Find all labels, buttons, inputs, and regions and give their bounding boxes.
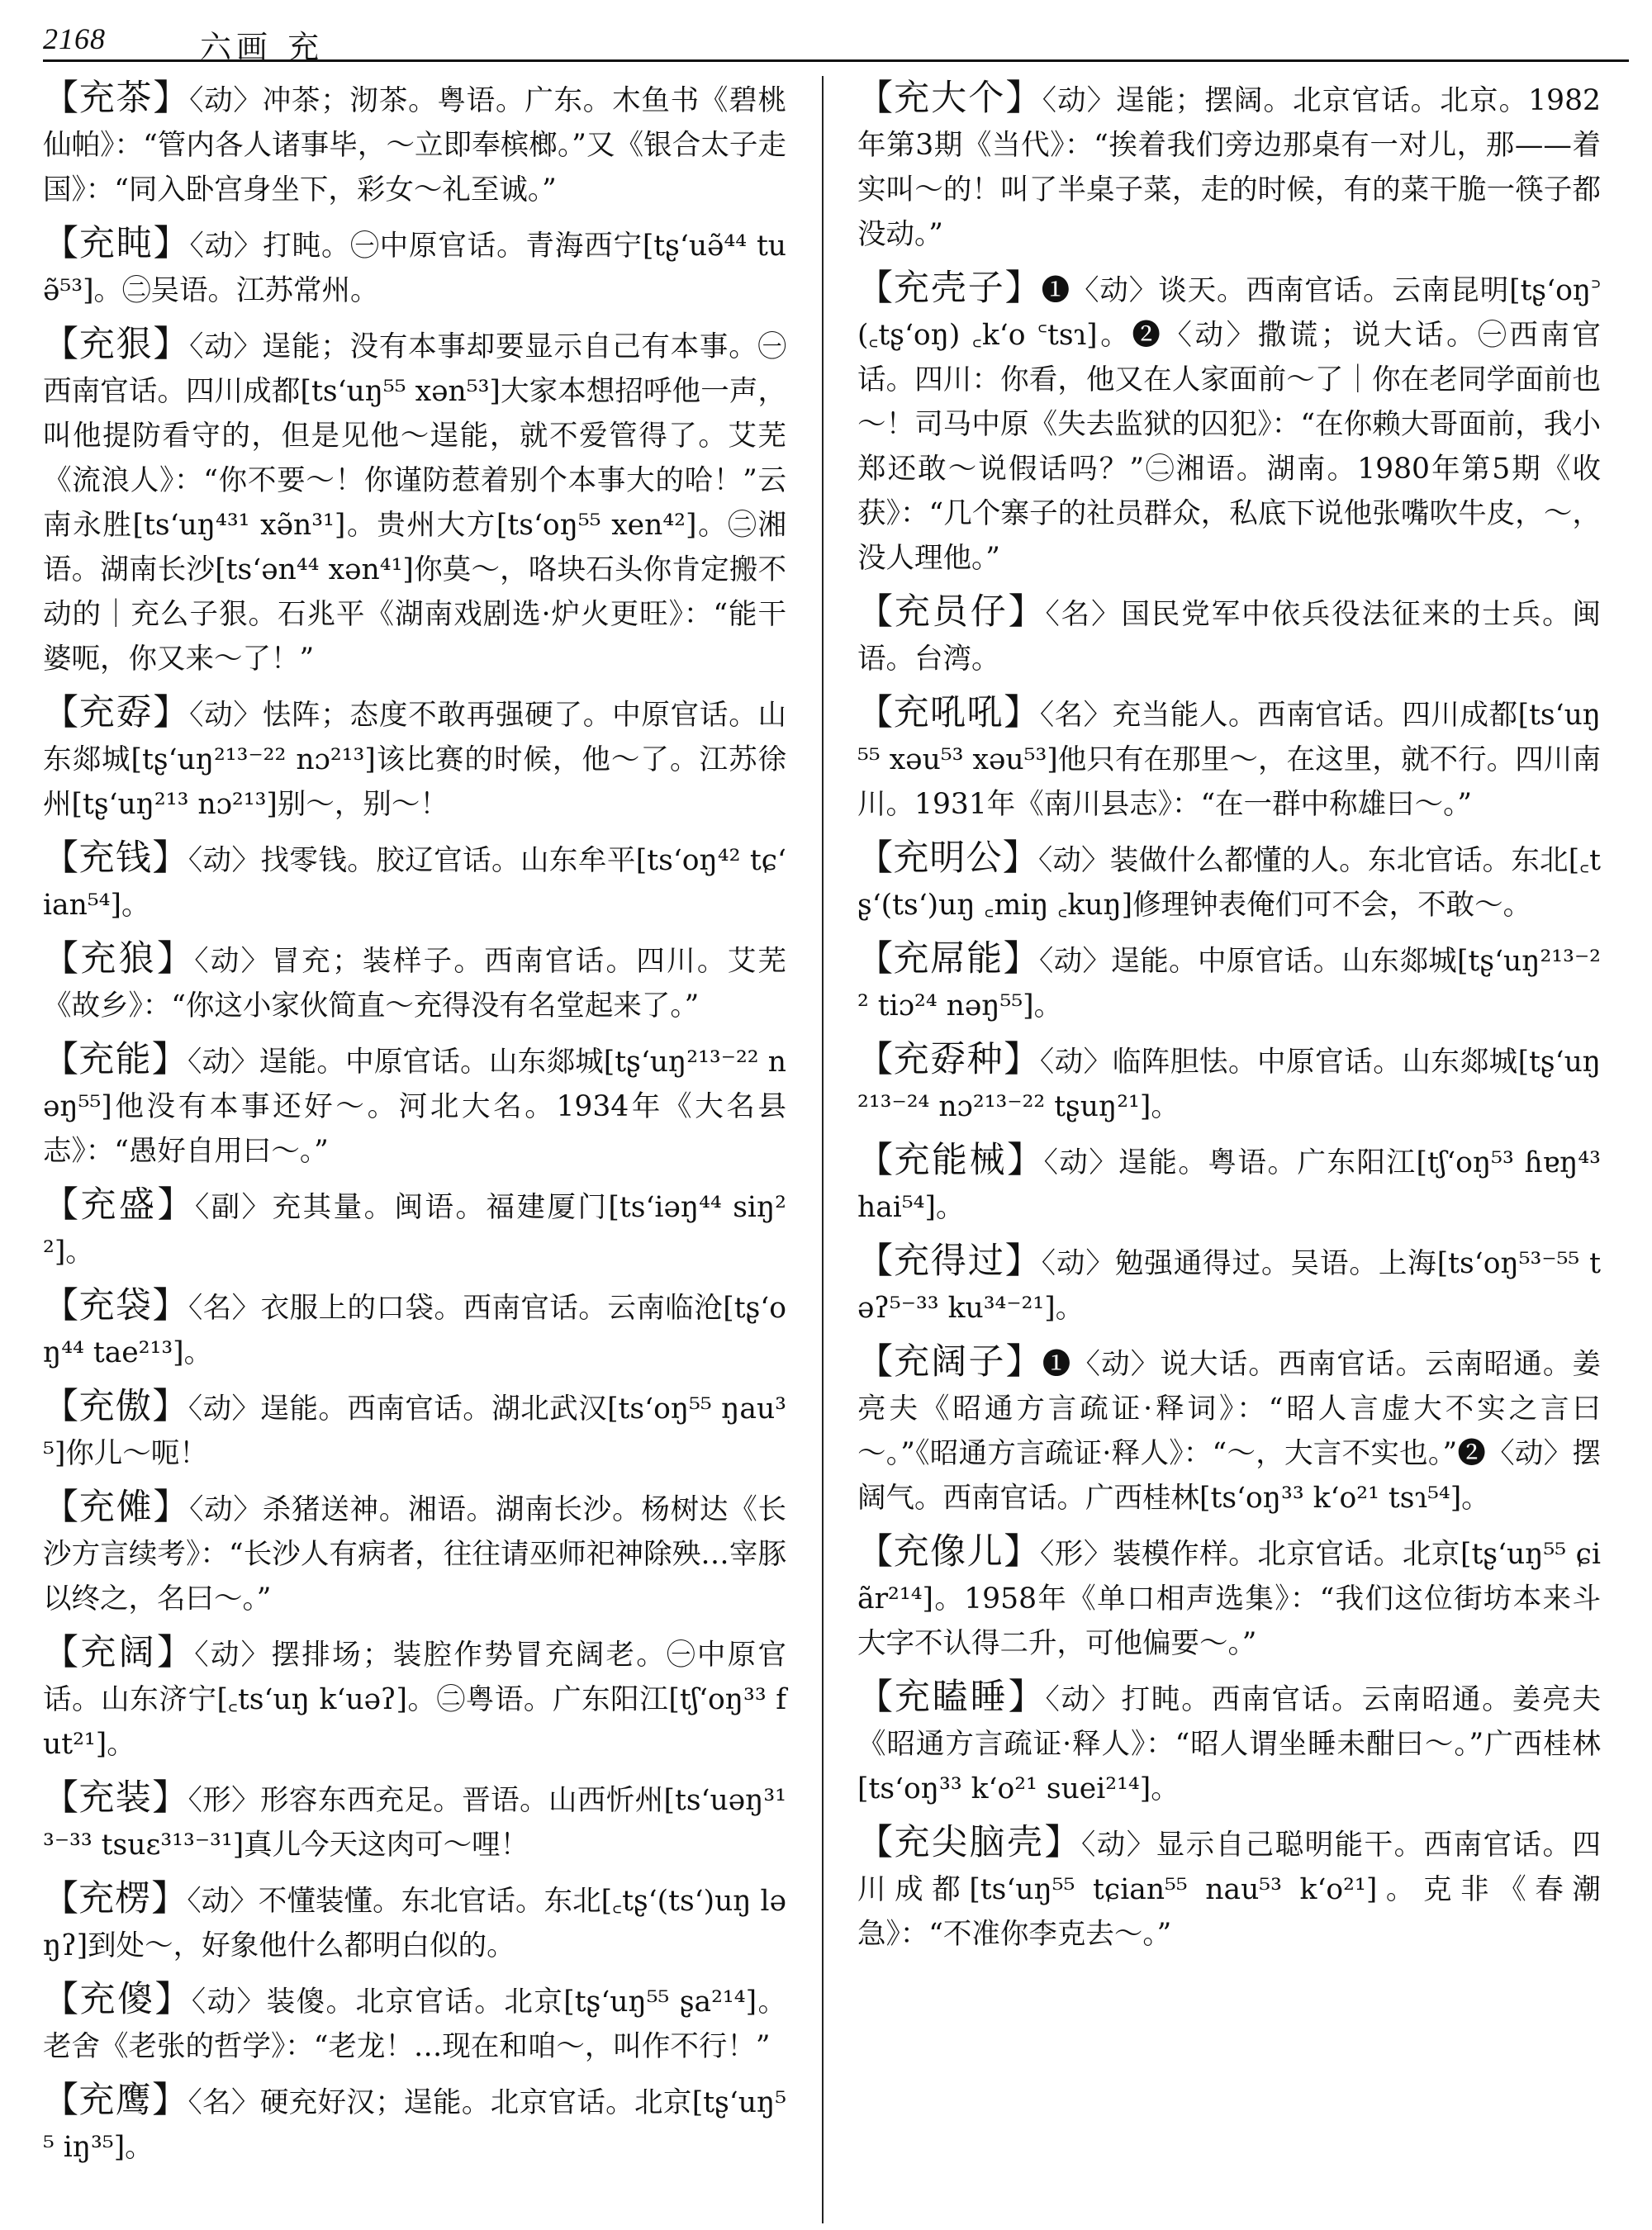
bracket-open: 【: [857, 938, 894, 980]
headword: 充鹰: [78, 2080, 153, 2121]
headword: 充傲: [78, 1386, 153, 1427]
definition-text: 〈形〉形容东西充足。晋语。山西忻州[tsʻuəŋ³¹³⁻³³ tsuɛ³¹³⁻³¹]真儿今天这肉可～哩！: [43, 1784, 787, 1862]
bracket-close: 】: [153, 78, 190, 119]
bracket-close: 】: [1004, 1531, 1040, 1573]
bracket-close: 】: [156, 938, 195, 980]
bracket-open: 【: [857, 1241, 894, 1282]
bracket-close: 】: [152, 2080, 188, 2121]
bracket-open: 【: [43, 1878, 79, 1919]
bracket-open: 【: [43, 692, 79, 733]
dictionary-entry: [43, 1630, 786, 1767]
dictionary-entry: [857, 1340, 1601, 1521]
definition-text: 〈动〉杀猪送神。湘语。湖南长沙。杨树达《长沙方言续考》：“长沙人有病者，往往请巫师祀神除殃…宰豚以终之，名曰～。”: [43, 1493, 786, 1616]
headword: 充袋: [78, 1285, 153, 1326]
headword: 充狼: [80, 938, 157, 980]
page-number: 2168: [43, 22, 106, 55]
bracket-close: 】: [152, 1777, 188, 1819]
bracket-close: 】: [151, 1878, 188, 1919]
definition-text: 〈名〉硬充好汉；逞能。北京官话。北京[tʂʻuŋ⁵⁵ iŋ³⁵]。: [43, 2086, 787, 2164]
bracket-open: 【: [857, 1822, 895, 1863]
dictionary-entry: [857, 590, 1601, 681]
definition-text: 〈动〉打盹。西南官话。云南昭通。姜亮夫《昭通方言疏证·释人》：“昭人谓坐睡未酣曰～。”广西桂林[tsʻoŋ³³ kʻo²¹ suei²¹⁴]。: [857, 1683, 1602, 1805]
definition-text: 〈动〉装傻。北京官话。北京[tʂʻuŋ⁵⁵ ʂa²¹⁴]。老舍《老张的哲学》：“老龙！…现在和咱～，叫作不行！”: [43, 1986, 787, 2063]
bracket-close: 】: [1005, 1341, 1042, 1383]
bracket-open: 【: [43, 324, 79, 365]
dictionary-entry: [43, 1776, 786, 1867]
headword: 充盹: [78, 223, 154, 264]
definition-text: 〈动〉勉强通得过。吴语。上海[tsʻoŋ⁵³⁻⁵⁵ təʔ⁵⁻³³ ku³⁴⁻²¹]。: [857, 1247, 1602, 1325]
definition-text: 〈动〉不懂装懂。东北官话。东北[꜀tʂʻ(tsʻ)uŋ ləŋʔ]到处～，好象他什么都明白似的。: [43, 1885, 787, 1962]
bracket-close: 】: [153, 692, 190, 733]
definition-text: 〈动〉逞能。西南官话。湖北武汉[tsʻoŋ⁵⁵ ŋau³⁵]你儿～呃！: [43, 1393, 787, 1470]
right-column: [857, 76, 1601, 1966]
dictionary-entry: [43, 76, 786, 212]
dictionary-entry: [43, 1485, 786, 1621]
bracket-close: 】: [154, 1979, 192, 2020]
bracket-close: 】: [1002, 837, 1038, 879]
definition-text: 〈动〉逞能。中原官话。山东郯城[tʂʻuŋ²¹³⁻²² nəŋ⁵⁵]他没有本事还好～。河北大名。1934年《大名县志》：“愚好自用曰～。”: [43, 1046, 787, 1168]
bracket-open: 【: [43, 2080, 79, 2121]
dictionary-entry: [857, 1675, 1601, 1811]
running-head: 六画 充: [200, 29, 325, 65]
dictionary-entry: [43, 690, 786, 827]
definition-text: 〈副〉充其量。闽语。福建厦门[tsʻiəŋ⁴⁴ siŋ²²]。: [43, 1191, 786, 1269]
headword: 充楞: [78, 1878, 152, 1919]
headword: 充茶: [78, 78, 154, 119]
definition-text: 〈动〉怯阵；态度不敢再强硬了。中原官话。山东郯城[tʂʻuŋ²¹³⁻²² nɔ²¹³]该比赛的时候，他～了。江苏徐州[tʂʻuŋ²¹³ nɔ²¹³]别～，别～！: [43, 699, 786, 821]
definition-text: 〈动〉显示自己聪明能干。西南官话。四川成都[tsʻuŋ⁵⁵ tɕian⁵⁵ nau⁵³ kʻo²¹]。克非《春潮急》：“不准你李克去～。”: [857, 1829, 1602, 1951]
bracket-open: 【: [43, 1386, 79, 1427]
bracket-close: 】: [1004, 1241, 1042, 1282]
bracket-close: 】: [152, 1285, 188, 1326]
dictionary-entry: [43, 221, 786, 313]
bracket-open: 【: [43, 938, 81, 980]
definition-text: ❶〈动〉说大话。西南官话。云南昭通。姜亮夫《昭通方言疏证·释词》：“昭人言虚大不实之言曰～。”《昭通方言疏证·释人》：“～，大言不实也。”❷〈动〉摆阔气。西南官话。广西桂林[tsʻoŋ³³ kʻo²¹ tsɿ⁵⁴]。: [857, 1348, 1602, 1515]
bracket-open: 【: [857, 1039, 894, 1080]
bracket-open: 【: [43, 1285, 79, 1326]
headword: 充孬种: [893, 1039, 1004, 1080]
headword: 充钱: [78, 837, 153, 879]
dictionary-entry: [857, 266, 1601, 581]
dictionary-entry: [43, 1037, 786, 1174]
bracket-open: 【: [43, 223, 79, 264]
dictionary-entry: [857, 76, 1601, 257]
bracket-open: 【: [43, 1632, 81, 1673]
bracket-close: 】: [156, 1632, 195, 1673]
dictionary-entry: [857, 1037, 1601, 1129]
page-header: [43, 15, 1629, 64]
headword: 充盛: [80, 1184, 158, 1226]
bracket-close: 】: [1008, 591, 1046, 633]
dictionary-entry: [857, 1530, 1601, 1666]
dictionary-entry: [43, 1283, 786, 1375]
dictionary-entry: [43, 1877, 786, 1968]
bracket-open: 【: [857, 591, 895, 633]
bracket-close: 】: [153, 223, 190, 264]
bracket-open: 【: [857, 1140, 895, 1181]
dictionary-entry: [43, 1183, 786, 1274]
bracket-close: 】: [1007, 1140, 1044, 1181]
left-column: [43, 76, 786, 2179]
dictionary-entry: [43, 836, 786, 928]
headword: 充能: [78, 1039, 152, 1080]
headword: 充装: [78, 1777, 153, 1819]
bracket-open: 【: [43, 837, 79, 879]
dictionary-entry: [857, 937, 1601, 1028]
column-divider: [822, 76, 824, 2223]
definition-text: 〈动〉打盹。㊀中原官话。青海西宁[tʂʻuə̃⁴⁴ tuə̃⁵³]。㊁吴语。江苏常州。: [43, 230, 787, 307]
headword: 充屌能: [893, 938, 1004, 980]
dictionary-entry: [857, 1239, 1601, 1331]
definition-text: 〈动〉摆排场；装腔作势冒充阔老。㊀中原官话。山东济宁[꜀tsʻuŋ kʻuəʔ]。㊁粤语。广东阳江[tʃʻoŋ³³ fut²¹]。: [43, 1639, 787, 1761]
bracket-close: 】: [157, 1184, 195, 1226]
headword: 充大个: [894, 78, 1006, 119]
headword: 充傻: [79, 1979, 155, 2020]
headword: 充傩: [78, 1487, 154, 1528]
dictionary-entry: [857, 1138, 1601, 1230]
bracket-open: 【: [43, 1487, 79, 1528]
definition-text: 〈动〉逞能；摆阔。北京官话。北京。1982年第3期《当代》：“挨着我们旁边那桌有一对儿，那——着实叫～的！叫了半桌子菜，走的时候，有的菜干脆一筷子都没动。”: [857, 84, 1602, 251]
headword: 充孬: [78, 692, 154, 733]
headword: 充吼吼: [893, 692, 1004, 733]
bracket-close: 】: [1003, 938, 1039, 980]
definition-text: 〈名〉衣服上的口袋。西南官话。云南临沧[tʂʻoŋ⁴⁴ tae²¹³]。: [43, 1292, 787, 1369]
dictionary-entry: [43, 322, 786, 681]
bracket-open: 【: [43, 1184, 81, 1226]
bracket-open: 【: [857, 837, 894, 879]
headword: 充得过: [893, 1241, 1005, 1282]
definition-text: 〈动〉冲茶；沏茶。粤语。广东。木鱼书《碧桃仙帕》：“管内各人诸事毕，～立即奉槟榔。”又《银合太子走国》：“同入卧宫身坐下，彩女～礼至诚。”: [43, 84, 786, 206]
dictionary-entry: [857, 1820, 1601, 1957]
definition-text: 〈名〉国民党军中依兵役法征来的士兵。闽语。台湾。: [857, 598, 1602, 676]
bracket-open: 【: [43, 78, 79, 119]
header-rule: [43, 59, 1629, 62]
dictionary-entry: [43, 937, 786, 1028]
dictionary-entry: [43, 1977, 786, 2069]
definition-text: 〈动〉逞能。中原官话。山东郯城[tʂʻuŋ²¹³⁻²² tiɔ²⁴ nəŋ⁵⁵]。: [857, 945, 1602, 1022]
bracket-close: 】: [1044, 1822, 1081, 1863]
dictionary-entry: [43, 2078, 786, 2170]
bracket-close: 】: [1005, 78, 1042, 119]
bracket-open: 【: [43, 1039, 79, 1080]
dictionary-entry: [43, 1384, 786, 1476]
bracket-open: 【: [857, 692, 894, 733]
bracket-close: 】: [153, 324, 190, 365]
bracket-open: 【: [857, 1341, 895, 1383]
bracket-close: 】: [152, 837, 188, 879]
bracket-open: 【: [857, 1531, 894, 1573]
dictionary-entry: [857, 836, 1601, 928]
definition-text: 〈动〉装做什么都懂的人。东北官话。东北[꜀tʂʻ(tsʻ)uŋ ꜀miŋ ꜀kuŋ]修理钟表俺们可不会，不敢～。: [857, 844, 1601, 922]
bracket-close: 】: [152, 1386, 188, 1427]
headword: 充明公: [893, 837, 1003, 879]
bracket-close: 】: [153, 1487, 190, 1528]
definition-text: 〈名〉充当能人。西南官话。四川成都[tsʻuŋ⁵⁵ xəu⁵³ xəu⁵³]他只有在那里～，在这里，就不行。四川南川。1931年《南川县志》：“在一群中称雄曰～。”: [857, 699, 1602, 821]
headword: 充员仔: [894, 591, 1009, 633]
definition-text: 〈动〉临阵胆怯。中原官话。山东郯城[tʂʻuŋ²¹³⁻²⁴ nɔ²¹³⁻²² tʂuŋ²¹]。: [857, 1046, 1602, 1123]
headword: 充能械: [894, 1140, 1008, 1181]
definition-text: 〈形〉装模作样。北京官话。北京[tʂʻuŋ⁵⁵ ɕiãr²¹⁴]。1958年《单口相声选集》：“我们这位街坊本来斗大字不认得二升，可他偏要～。”: [857, 1538, 1602, 1660]
bracket-open: 【: [43, 1979, 80, 2020]
definition-text: 〈动〉逞能。粤语。广东阳江[tʃʻoŋ⁵³ ɦɐŋ⁴³ hai⁵⁴]。: [857, 1146, 1601, 1224]
headword: 充像儿: [893, 1531, 1004, 1573]
headword: 充尖脑壳: [894, 1822, 1045, 1863]
bracket-close: 】: [1004, 1039, 1040, 1080]
definition-text: 〈动〉逞能；没有本事却要显示自己有本事。㊀西南官话。四川成都[tsʻuŋ⁵⁵ xən⁵³]大家本想招呼他一声，叫他提防看守的，但是见他～逞能，就不爱管得了。艾芜《流浪人》：“你不要～！你谨防惹着别个本事大的哈！”云南永胜[tsʻuŋ⁴³¹ xə̃n³¹]。贵州大方[tsʻoŋ⁵⁵ xen⁴²]。㊁湘语。湖南长沙[tsʻən⁴⁴ xən⁴¹]你莫～，咯块石头你肯定搬不动的｜充么子狠。石兆平《湖南戏剧选·炉火更旺》：“能干婆呃，你又来～了！”: [43, 330, 786, 676]
headword: 充狠: [78, 324, 154, 365]
bracket-open: 【: [857, 1677, 895, 1718]
bracket-open: 【: [857, 268, 894, 309]
bracket-close: 】: [1008, 1677, 1046, 1718]
definition-text: 〈动〉冒充；装样子。西南官话。四川。艾芜《故乡》：“你这小家伙简直～充得没有名堂起来了。”: [43, 945, 787, 1022]
definition-text: 〈动〉找零钱。胶辽官话。山东牟平[tsʻoŋ⁴² tɕʻian⁵⁴]。: [43, 844, 787, 922]
bracket-open: 【: [857, 78, 895, 119]
dictionary-entry: [857, 690, 1601, 827]
headword: 充瞌睡: [894, 1677, 1009, 1718]
bracket-close: 】: [1004, 692, 1040, 733]
headword: 充阔: [80, 1632, 157, 1673]
definition-text: ❶〈动〉谈天。西南官话。云南昆明[tʂʻoŋ꜄ (꜀tʂʻoŋ) ꜀kʻo ꜂tsɿ]。❷〈动〉撒谎；说大话。㊀西南官话。四川：你看，他又在人家面前～了｜你在老同学面前也～！司马中原《失去监狱的囚犯》：“在你赖大哥面前，我小郑还敢～说假话吗？”㊁湘语。湖南。1980年第5期《收获》：“几个寨子的社员群众，私底下说他张嘴吹牛皮，～，没人理他。”: [857, 274, 1602, 575]
bracket-open: 【: [43, 1777, 79, 1819]
bracket-close: 】: [1004, 268, 1042, 309]
headword: 充阔子: [894, 1341, 1006, 1383]
headword: 充壳子: [893, 268, 1005, 309]
bracket-close: 】: [151, 1039, 188, 1080]
